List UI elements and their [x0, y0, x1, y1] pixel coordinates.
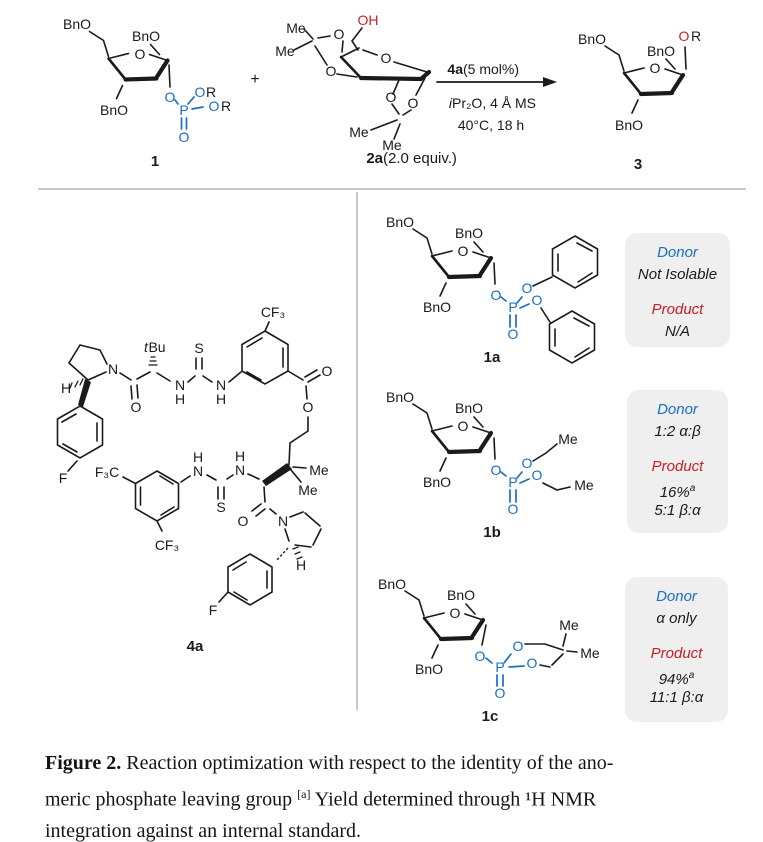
svg-text:BnO: BnO	[62, 16, 92, 32]
svg-text:4a: 4a	[186, 638, 204, 655]
svg-text:O: O	[457, 418, 469, 434]
compound-2a-structure	[275, 12, 457, 167]
donor-value: Not Isolable	[637, 266, 718, 283]
svg-text:BnO: BnO	[446, 587, 476, 603]
product-label: Product	[651, 301, 704, 318]
svg-text:BnO: BnO	[131, 28, 161, 44]
svg-text:Me: Me	[309, 462, 329, 478]
result-box-1b	[627, 390, 728, 533]
svg-text:Me: Me	[559, 617, 579, 633]
donor-1a-labels	[386, 214, 543, 366]
horizontal-divider	[38, 188, 746, 190]
svg-text:Me: Me	[275, 43, 295, 59]
svg-text:BnO: BnO	[414, 661, 444, 677]
svg-text:BnO: BnO	[454, 225, 484, 241]
svg-text:O: O	[490, 462, 502, 478]
svg-text:BnO: BnO	[422, 474, 452, 490]
figure-caption: Figure 2. Reaction optimization with respect to the identity of the ano- meric phosphate leaving group [a] Yield determined through ¹H NMR integration against an internal standard.	[45, 752, 614, 842]
svg-text:O: O	[302, 399, 314, 415]
svg-text:Me: Me	[349, 124, 369, 140]
svg-text:O: O	[678, 28, 690, 44]
donor-label: Donor	[657, 401, 698, 418]
product-yield: 94%$^a$	[658, 670, 695, 688]
svg-text:O: O	[333, 26, 345, 42]
svg-text:BnO: BnO	[614, 117, 644, 133]
svg-text:O: O	[237, 513, 249, 529]
arrowhead-icon	[543, 77, 557, 87]
svg-text:H: H	[234, 448, 246, 464]
svg-text:BnO: BnO	[454, 400, 484, 416]
svg-text:O: O	[526, 655, 538, 671]
svg-text:N: N	[215, 377, 227, 393]
svg-text:P: P	[508, 474, 518, 490]
svg-text:2a: 2a	[366, 150, 383, 167]
svg-text:O: O	[164, 89, 176, 105]
svg-text:N: N	[107, 361, 119, 377]
product-yield: 16%$^a$	[659, 483, 696, 501]
result-box-1a	[625, 233, 730, 347]
svg-text:P: P	[179, 102, 189, 118]
svg-text:H: H	[60, 380, 72, 396]
svg-text:O: O	[531, 292, 543, 308]
donor-value: α only	[656, 610, 697, 627]
svg-text:F₃C: F₃C	[94, 464, 120, 480]
product-yield: N/A	[664, 323, 690, 340]
catalyst-4a-structure	[58, 304, 333, 655]
svg-text:O: O	[474, 648, 486, 664]
svg-text:O: O	[385, 89, 397, 105]
product-label: Product	[651, 458, 704, 475]
svg-text:Me: Me	[298, 482, 318, 498]
svg-text:Me: Me	[382, 137, 402, 153]
svg-text:O: O	[449, 605, 461, 621]
svg-text:N: N	[192, 463, 204, 479]
svg-text:+: +	[250, 71, 260, 88]
svg-text:O: O	[512, 638, 524, 654]
svg-text:CF₃: CF₃	[260, 304, 286, 320]
svg-text:Me: Me	[558, 431, 578, 447]
svg-text:R: R	[205, 84, 217, 100]
donor-label: Donor	[657, 244, 698, 261]
donor-1a-structure	[386, 214, 598, 366]
svg-text:i: i	[448, 95, 452, 111]
product-label: Product	[650, 645, 703, 662]
donor-1c-structure	[378, 576, 600, 725]
svg-text:BnO: BnO	[577, 31, 607, 47]
svg-text:O: O	[521, 455, 533, 471]
donor-label: Donor	[656, 588, 697, 605]
svg-text:O: O	[649, 60, 661, 76]
svg-text:Me: Me	[574, 477, 594, 493]
svg-text:BnO: BnO	[99, 102, 129, 118]
svg-text:H: H	[295, 557, 307, 573]
svg-text:BnO: BnO	[646, 43, 676, 59]
svg-text:O: O	[130, 399, 142, 415]
svg-text:O: O	[134, 46, 146, 62]
svg-text:R: R	[690, 28, 702, 44]
svg-text:O: O	[380, 50, 392, 66]
svg-text:O: O	[507, 501, 519, 517]
svg-text:O: O	[507, 326, 519, 342]
svg-text:N: N	[277, 513, 289, 529]
svg-text:S: S	[216, 499, 226, 515]
svg-text:3: 3	[633, 156, 643, 173]
svg-text:O: O	[457, 243, 469, 259]
svg-text:1c: 1c	[481, 708, 499, 725]
svg-text:H: H	[192, 449, 204, 465]
svg-text:Me: Me	[286, 20, 306, 36]
svg-text:S: S	[194, 340, 204, 356]
svg-text:Bu: Bu	[148, 339, 166, 355]
svg-text:O: O	[208, 98, 220, 114]
product-ratio: 11:1 β:α	[649, 689, 704, 706]
svg-text:N: N	[174, 377, 186, 393]
svg-text:1a: 1a	[483, 349, 501, 366]
svg-text:Me: Me	[580, 645, 600, 661]
svg-text:O: O	[490, 287, 502, 303]
svg-text:O: O	[325, 63, 337, 79]
svg-text:O: O	[321, 363, 333, 379]
compound-3-structure	[578, 28, 701, 173]
compound-1-labels	[63, 16, 231, 170]
svg-text:H: H	[215, 391, 227, 407]
svg-text:CF₃: CF₃	[154, 537, 180, 553]
svg-text:O: O	[531, 467, 543, 483]
svg-text:(5 mol%): (5 mol%)	[463, 61, 520, 77]
svg-text:1b: 1b	[483, 524, 501, 541]
donor-value: 1:2 α:β	[654, 423, 701, 440]
svg-text:t: t	[144, 339, 148, 355]
svg-text:P: P	[495, 659, 505, 675]
catalyst-4a-labels	[59, 304, 333, 655]
svg-text:F: F	[58, 470, 68, 486]
svg-text:O: O	[178, 129, 190, 145]
svg-text:BnO: BnO	[422, 299, 452, 315]
donor-1b-structure	[386, 389, 594, 541]
svg-text:H: H	[174, 391, 186, 407]
product-ratio: 5:1 β:α	[654, 502, 701, 519]
reaction-arrow	[250, 61, 557, 133]
svg-text:P: P	[508, 299, 518, 315]
vertical-divider	[356, 192, 358, 710]
svg-text:(2.0 equiv.): (2.0 equiv.)	[383, 150, 457, 167]
svg-text:O: O	[407, 95, 419, 111]
svg-text:BnO: BnO	[385, 214, 415, 230]
compound-3-labels	[578, 28, 701, 173]
svg-text:BnO: BnO	[385, 389, 415, 405]
svg-text:N: N	[234, 462, 246, 478]
svg-text:O: O	[494, 685, 506, 701]
donor-1b-labels	[386, 389, 594, 541]
result-box-1c	[625, 577, 728, 722]
svg-text:4a: 4a	[447, 61, 463, 77]
svg-text:OH: OH	[357, 12, 379, 28]
svg-text:O: O	[521, 280, 533, 296]
svg-text:BnO: BnO	[377, 576, 407, 592]
svg-text:R: R	[220, 98, 232, 114]
svg-text:Pr₂O, 4 Å MS: Pr₂O, 4 Å MS	[452, 95, 537, 111]
compound-1-structure	[63, 16, 231, 170]
svg-text:40°C, 18 h: 40°C, 18 h	[457, 117, 525, 133]
svg-text:1: 1	[150, 153, 160, 170]
svg-text:O: O	[194, 84, 206, 100]
compound-2a-labels	[275, 12, 457, 167]
svg-text:F: F	[208, 602, 218, 618]
